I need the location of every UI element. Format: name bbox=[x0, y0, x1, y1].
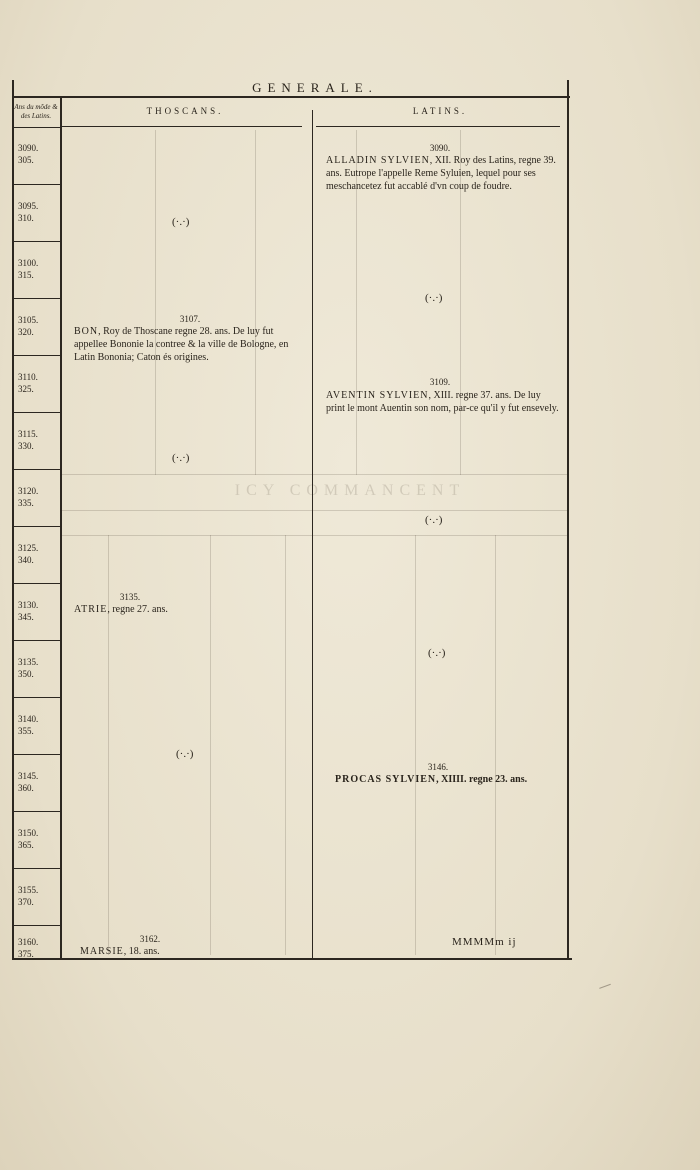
thoscans-heading: THOSCANS. bbox=[146, 106, 224, 116]
year-rule bbox=[14, 583, 60, 584]
show-through-line bbox=[155, 130, 156, 475]
ellipsis-marker: (·.·) bbox=[428, 647, 446, 659]
show-through-line bbox=[62, 535, 567, 536]
year-rule bbox=[14, 355, 60, 356]
year-label: 3140. 355. bbox=[18, 714, 39, 736]
year-label: 3110. 325. bbox=[18, 372, 38, 394]
ellipsis-marker: (·.·) bbox=[425, 514, 443, 526]
show-through-line bbox=[62, 510, 567, 511]
year-rule bbox=[14, 127, 60, 128]
year-rule bbox=[14, 754, 60, 755]
latins-entry-2-name: AVENTIN SYLVIEN bbox=[326, 390, 429, 401]
year-rule bbox=[14, 184, 60, 185]
year-label: 3135. 350. bbox=[18, 657, 39, 679]
thoscans-entry-2-year: 3135. bbox=[119, 592, 141, 602]
stray-mark bbox=[597, 978, 611, 989]
year-rule bbox=[14, 868, 60, 869]
latins-entry-3-text: , XIIII. regne 23. ans. bbox=[436, 774, 528, 785]
thoscans-entry-3 bbox=[80, 945, 280, 958]
head-rule bbox=[12, 96, 570, 98]
year-label: 3160. 375. bbox=[18, 937, 39, 959]
year-label: 3145. 360. bbox=[18, 771, 39, 793]
year-label: 3090. 305. bbox=[18, 143, 39, 165]
colhead-rule-right bbox=[316, 126, 560, 127]
thoscans-entry-3-text: , 18. ans. bbox=[123, 946, 160, 957]
year-rule bbox=[14, 526, 60, 527]
latins-entry-1 bbox=[326, 154, 560, 193]
show-through-line bbox=[495, 535, 496, 955]
year-rule bbox=[14, 697, 60, 698]
year-rule bbox=[14, 298, 60, 299]
thoscans-entry-3-name: MARSIE bbox=[80, 946, 124, 957]
year-rule bbox=[14, 925, 60, 926]
year-label: 3120. 335. bbox=[18, 486, 39, 508]
year-rule bbox=[14, 811, 60, 812]
show-through-heading: ICY COMMANCENT bbox=[234, 482, 466, 499]
frame-left bbox=[12, 80, 14, 960]
ellipsis-marker: (·.·) bbox=[176, 748, 194, 760]
frame-right bbox=[567, 80, 569, 960]
show-through-line bbox=[210, 535, 211, 955]
frame-year-divider bbox=[60, 96, 62, 960]
year-column-heading: Ans du mõde & des Latins. bbox=[14, 103, 58, 120]
year-label: 3150. 365. bbox=[18, 828, 39, 850]
ellipsis-marker: (·.·) bbox=[172, 452, 190, 464]
year-label: 3155. 370. bbox=[18, 885, 39, 907]
show-through-line bbox=[108, 535, 109, 955]
frame-bottom bbox=[12, 958, 572, 960]
show-through-line bbox=[62, 474, 567, 475]
year-label: 3115. 330. bbox=[18, 429, 38, 451]
thoscans-entry-1 bbox=[74, 325, 308, 364]
ellipsis-marker: (·.·) bbox=[172, 216, 190, 228]
thoscans-entry-3-year: 3162. bbox=[139, 934, 161, 944]
show-through-line bbox=[255, 130, 256, 475]
year-rule bbox=[14, 469, 60, 470]
latins-entry-2 bbox=[326, 389, 560, 415]
show-through-line bbox=[285, 535, 286, 955]
thoscans-entry-1-name: BON bbox=[74, 326, 99, 337]
year-label: 3125. 340. bbox=[18, 543, 39, 565]
latins-entry-1-name: ALLADIN SYLVIEN bbox=[326, 155, 430, 166]
latins-entry-3 bbox=[335, 773, 560, 786]
year-label: 3105. 320. bbox=[18, 315, 39, 337]
ellipsis-marker: (·.·) bbox=[425, 292, 443, 304]
latins-heading: LATINS. bbox=[412, 106, 468, 116]
thoscans-entry-2 bbox=[74, 603, 274, 616]
signature-mark: MMMMm ij bbox=[452, 936, 517, 948]
latins-entry-3-name: PROCAS SYLVIEN bbox=[335, 774, 437, 785]
show-through-line bbox=[415, 535, 416, 955]
thoscans-entry-1-text: , Roy de Thoscane regne 28. ans. De luy fut appellee Bononie la contree & la ville de Bologne, en Latin Bononia; Caton és origines. bbox=[74, 326, 289, 363]
latins-entry-2-year: 3109. bbox=[429, 377, 451, 387]
year-rule bbox=[14, 241, 60, 242]
latins-entry-1-year: 3090. bbox=[429, 143, 451, 153]
colhead-rule-left bbox=[62, 126, 302, 127]
year-rule bbox=[14, 640, 60, 641]
year-label: 3095. 310. bbox=[18, 201, 39, 223]
latins-entry-1-text: , XII. Roy des Latins, regne 39. ans. Eutrope l'appelle Reme Syluien, lequel pour ses meschancetez fut accablé d'vn coup de foudre. bbox=[326, 155, 556, 192]
latins-entry-2-text: , XIII. regne 37. ans. De luy print le mont Auentin son nom, par-ce qu'il y fut ensevely. bbox=[326, 390, 559, 414]
latins-entry-3-year: 3146. bbox=[427, 762, 449, 772]
thoscans-entry-2-name: ATRIE bbox=[74, 604, 108, 615]
thoscans-entry-1-year: 3107. bbox=[179, 314, 201, 324]
running-head: GENERALE. bbox=[252, 80, 378, 95]
thoscans-entry-2-text: , regne 27. ans. bbox=[107, 604, 168, 615]
year-label: 3130. 345. bbox=[18, 600, 39, 622]
year-rule bbox=[14, 412, 60, 413]
year-label: 3100. 315. bbox=[18, 258, 39, 280]
